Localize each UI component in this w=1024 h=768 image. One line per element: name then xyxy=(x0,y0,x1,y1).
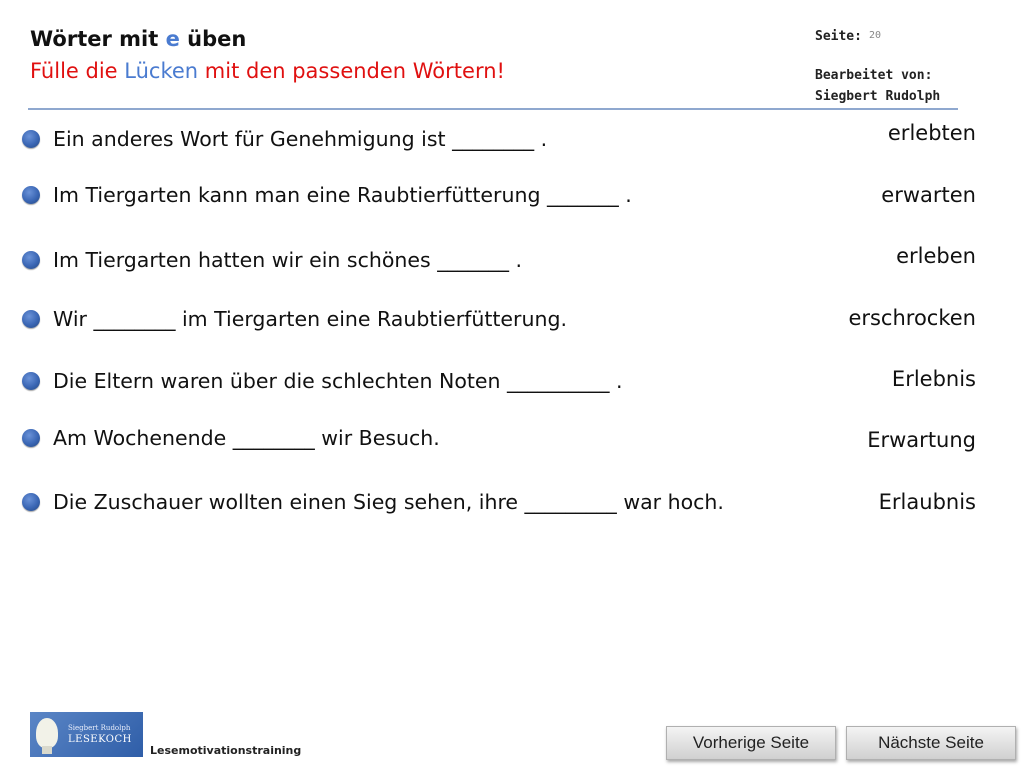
sentence-text: Die Eltern waren über die schlechten Noten __________ . xyxy=(53,369,623,393)
lesekoch-logo xyxy=(30,712,143,757)
word-bank-item[interactable]: erleben xyxy=(896,244,976,268)
bullet-icon xyxy=(22,493,40,511)
lightbulb-icon xyxy=(36,718,58,748)
bullet-icon xyxy=(22,130,40,148)
page-label: Seite: xyxy=(815,29,862,44)
sentence-text: Am Wochenende ________ wir Besuch. xyxy=(53,426,440,450)
word-bank-item[interactable]: Erlebnis xyxy=(891,367,976,391)
sentence-text: Wir ________ im Tiergarten eine Raubtierfütterung. xyxy=(53,307,567,331)
word-bank-item[interactable]: Erlaubnis xyxy=(878,490,976,514)
logo-author: Siegbert Rudolph xyxy=(68,724,131,732)
sentence-text: Im Tiergarten hatten wir ein schönes _______ . xyxy=(53,248,523,272)
title-suffix: üben xyxy=(187,27,247,51)
subtitle-prefix: Fülle die xyxy=(30,59,118,83)
bullet-icon xyxy=(22,372,40,390)
sentence-text: Die Zuschauer wollten einen Sieg sehen, ihre _________ war hoch. xyxy=(53,490,724,514)
word-bank-item[interactable]: Erwartung xyxy=(867,428,976,452)
sentence-text: Ein anderes Wort für Genehmigung ist ________ . xyxy=(53,127,548,151)
word-bank-item[interactable]: erschrocken xyxy=(848,306,976,330)
header-divider xyxy=(28,108,958,110)
word-bank-item[interactable]: erwarten xyxy=(881,183,976,207)
bullet-icon xyxy=(22,310,40,328)
next-page-button[interactable]: Nächste Seite xyxy=(846,726,1016,760)
subtitle-suffix: mit den passenden Wörtern! xyxy=(204,59,505,83)
sentence-text: Im Tiergarten kann man eine Raubtierfütterung _______ . xyxy=(53,183,632,207)
page-subtitle xyxy=(30,59,505,83)
word-bank-item[interactable]: erlebten xyxy=(887,121,976,145)
page-number: 20 xyxy=(869,30,882,41)
footer-label: Lesemotivationstraining xyxy=(150,744,302,757)
author-name: Siegbert Rudolph xyxy=(815,89,941,104)
bullet-icon xyxy=(22,429,40,447)
edited-by-label: Bearbeitet von: xyxy=(815,68,933,83)
bullet-icon xyxy=(22,251,40,269)
title-highlight: e xyxy=(165,27,180,51)
logo-brand: LESEKOCH xyxy=(68,734,132,745)
bullet-icon xyxy=(22,186,40,204)
page-title xyxy=(30,27,246,51)
previous-page-button[interactable]: Vorherige Seite xyxy=(666,726,836,760)
title-prefix: Wörter mit xyxy=(30,27,159,51)
subtitle-highlight: Lücken xyxy=(124,59,199,83)
